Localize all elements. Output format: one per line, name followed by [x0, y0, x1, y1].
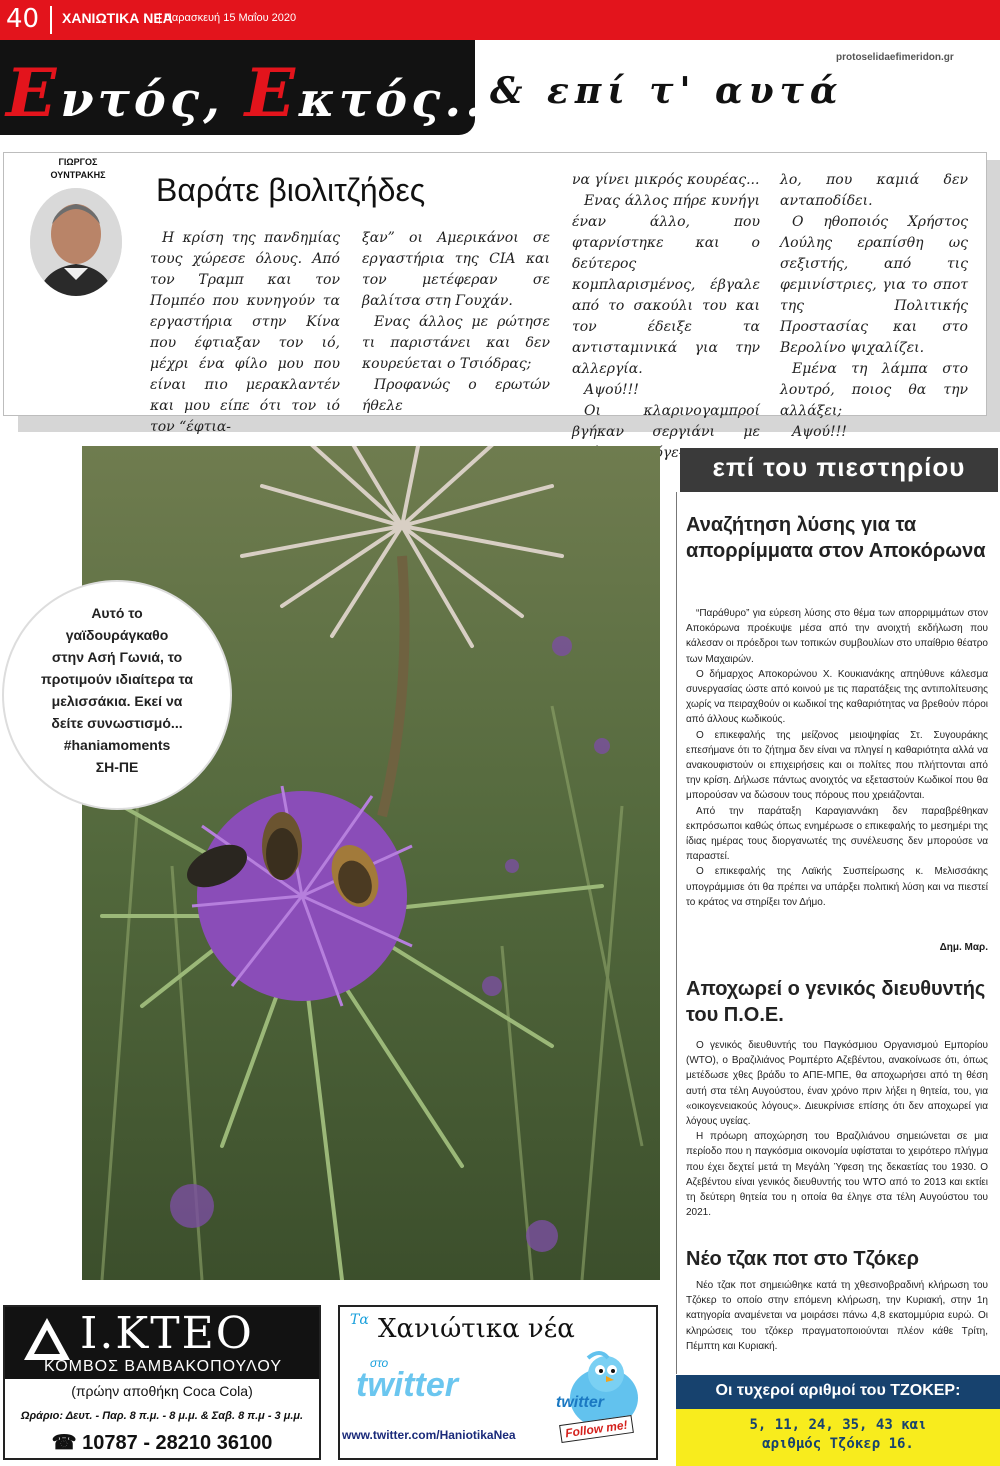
twitter-ad-sto: στο — [370, 1356, 389, 1370]
column-text-3 — [572, 170, 760, 464]
paper-name: ΧΑΝΙΩΤΙΚΑ ΝΕΑ — [62, 10, 173, 26]
article-body-waste — [686, 606, 988, 910]
twitter-ad-prefix: Τα — [350, 1312, 369, 1328]
kteo-former-location: (πρώην αποθήκη Coca Cola) — [71, 1383, 253, 1399]
author-photo — [30, 188, 122, 296]
column-paragraph: Αψού!!! — [792, 424, 847, 440]
twitter-bird-label: twitter — [556, 1394, 604, 1411]
thistle-photo — [82, 446, 660, 1280]
caption-line: δείτε συνωστισμό... — [51, 715, 183, 731]
section-title-initial-2: Ε — [244, 54, 299, 132]
column-text-2 — [362, 228, 550, 417]
thistle-bees-image — [82, 446, 660, 1280]
twitter-ad-paper-name: Χανιώτικα νέα — [378, 1314, 575, 1344]
column-paragraph: Οι κλαρινογαμπροί βγήκαν σεργιάνι με — [572, 403, 760, 440]
section-title — [6, 54, 507, 132]
caption-credit: ΣΗ-ΠΕ — [95, 759, 139, 775]
column-paragraph: λο, που καμιά δεν ανταποδίδει. — [780, 172, 968, 209]
section-title-word-1: ντός, — [60, 72, 245, 128]
article-paragraph: Ο δήμαρχος Αποκορώνου Χ. Κουκιανάκης απηύθυνε κάλεσμα συνεργασίας ώστε από κοινού με τις παρατάξεις της αντιπολίτευσης χωρίς να πειραχθούν οι κωδικοί της καθαριότητας να βρεθούν πόροι από άλλους κωδικούς. — [686, 668, 988, 726]
caption-line: Αυτό το — [91, 605, 143, 621]
column-paragraph: Αψού!!! — [584, 382, 639, 398]
section-title-initial-1: Ε — [6, 54, 61, 132]
caption-hashtag: #haniamoments — [63, 737, 171, 753]
column-paragraph: ξαν” οι Αμερικάνοι σε εργαστήρια της CIA και τον μετέφεραν σε βαλίτσα στη Γουχάν. — [362, 230, 550, 309]
joker-numbers-title: Οι τυχεροί αριθμοί του ΤΖΟΚΕΡ: — [715, 1382, 961, 1399]
column-divider — [676, 492, 677, 1374]
column-paragraph: Ο ηθοποιός Χρήστος Λούλης εραπίσθη ως σεξιστής, από τις φεμινίστριες, για το σποτ της Πολιτικής Προστασίας και στο Βερολίνο ψιχαλίζει. — [780, 214, 968, 356]
article-body-wto — [686, 1038, 988, 1220]
kteo-triangle-icon — [22, 1316, 72, 1362]
caption-line: στην Ασή Γωνιά, το — [51, 649, 183, 665]
column-paragraph: Εμένα τη λάμπα στο λουτρό, ποιος θα την αλλάξει; — [780, 361, 968, 419]
article-body-joker — [686, 1278, 988, 1354]
twitter-wordmark: twitter — [356, 1366, 458, 1404]
section-subtitle: & επί τ' αυτά — [490, 70, 844, 112]
column-text-1 — [150, 228, 340, 438]
photo-caption — [4, 602, 230, 778]
column-text-4 — [780, 170, 968, 443]
column-paragraph: Ενας άλλος πήρε κυνήγι έναν άλλο, που φταρνίστηκε και ο δεύτερος κομπλαρισμένος, έβγαλε από το σακούλι του και τον έδειξε τα αντισταμινικά για την αλλεργία. — [572, 193, 760, 377]
kteo-hours: Ωράριο: Δευτ. - Παρ. 8 π.μ. - 8 μ.μ. & Σαβ. 8 π.μ - 3 μ.μ. — [20, 1410, 304, 1422]
article-title-waste: Αναζήτηση λύσης για τα απορρίμματα στον Αποκόρωνα — [686, 514, 986, 562]
twitter-url: www.twitter.com/HaniotikaNea — [342, 1428, 516, 1442]
article-paragraph: Η πρόωρη αποχώρηση του Βραζιλιάνου σημειώνεται σε μια περίοδο που η παγκόσμια οικονομία υφίσταται το χειρότερο πλήγμα που έχει δεχτεί μετά τη Μεγάλη Ύφεση της δεκαετίας του 1930. Ο Αζεβέντου είναι γενικός διευθυντής του WTO από το 2013 και εκτίει τη δεύτερη θητεία του η οποία θα έληγε στα τέλη Αυγούστου του 2021. — [686, 1131, 988, 1219]
article-paragraph: Από την παράταξη Καραγιαννάκη δεν παραβρέθηκαν εκπρόσωποι καθώς όπως ενημέρωσε ο επικεφαλής το μεσημέρι της ίδιας ημέρας τους διοργανωτές της συνέλευσης δεν μπορούσε να παραστεί. — [686, 805, 988, 863]
top-bar-divider — [50, 6, 52, 34]
author-portrait-icon — [30, 188, 122, 296]
article-paragraph: “Παράθυρο” για εύρεση λύσης στο θέμα των απορριμμάτων στον Αποκόρωνα προέκυψε μέσα από την ανοιχτή εκδήλωση που κάλεσαν οι πρόεδροι των τοπικών συμβουλίων στο υπαίθριο θέατρο των Μαχαιρών. — [686, 608, 988, 665]
column-paragraph: Προφανώς ο ερωτών ήθελε — [362, 377, 550, 414]
kteo-name: Ι.ΚΤΕΟ — [80, 1308, 254, 1359]
issue-date: | Παρασκευή 15 Μαΐου 2020 — [158, 12, 297, 24]
column-title: Βαράτε βιολιτζήδες — [156, 172, 426, 208]
article-title-joker: Νέο τζακ ποτ στο Τζόκερ — [686, 1248, 919, 1270]
article-paragraph: Νέο τζακ ποτ σημειώθηκε κατά τη χθεσινοβραδινή κλήρωση του Τζόκερ το οποίο στην επόμενη κλήρωση, την Κυριακή, στην 1η κατηγορία αναμένεται να μοιράσει πάνω 4,8 εκατομμύρια ευρώ. Οι κληρώσεις του τζόκερ πραγματοποιούνται πλέον κάθε Τρίτη, Πέμπτη και Κυριακή. — [686, 1280, 988, 1352]
article-signature: Δημ. Μαρ. — [939, 942, 988, 953]
section-title-word-2: κτός... — [298, 72, 507, 128]
page-number: 40 — [6, 4, 40, 34]
kteo-location: ΚΟΜΒΟΣ ΒΑΜΒΑΚΟΠΟΥΛΟΥ — [44, 1358, 282, 1375]
article-paragraph: Ο επικεφαλής της Λαϊκής Συσπείρωσης κ. Μελισσάκης υπογράμμισε ότι θα πρέπει να υπάρξει πολιτική λύση και να πιεστεί το κράτος να στηρίξει τον Δήμο. — [686, 866, 988, 908]
follow-me-badge: Follow me! — [559, 1415, 633, 1443]
article-paragraph: Ο επικεφαλής της μείζονος μειοψηφίας Στ. Συγουράκης επεσήμανε ότι το ζήτημα δεν είναι να πληγεί η καθαριότητα αλλά να ανακουφιστούν οι επιχειρήσεις και οι πολίτες που πλήττονται από την κρίση. Δήλωσε πάντως ανοιχτός να εξεταστούν Κωδικοί που θα μπορούσαν να δώσουν τους πόρους που χρειάζονται. — [686, 729, 988, 802]
caption-line: προτιμούν ιδιαίτερα τα — [41, 671, 193, 687]
joker-numbers-line: 5, 11, 24, 35, 43 και — [749, 1417, 927, 1433]
article-title-wto: Αποχωρεί ο γενικός διευθυντής του Π.Ο.Ε. — [686, 978, 986, 1026]
kteo-phone: ☎ 10787 - 28210 36100 — [51, 1432, 273, 1454]
joker-numbers — [676, 1416, 1000, 1454]
joker-numbers-line: αριθμός Τζόκερ 16. — [762, 1436, 914, 1452]
article-paragraph: Ο γενικός διευθυντής του Παγκόσμιου Οργανισμού Εμπορίου (WTO), ο Βραζιλιάνος Ρομπέρτο Αζεβέντου, ανακοίνωσε ότι, όπως μετέδωσε χθες βράδυ το ΑΠΕ-ΜΠΕ, θα αποχωρήσει από τη θέση αυτή στα τέλη Αυγούστου, έναν χρόνο πριν λήξει η θητεία, του, για «οικογενειακούς λόγους». Διευκρίνισε επίσης ότι δεν αποχωρεί για λόγους υγείας. — [686, 1040, 988, 1128]
column-author: ΓΙΩΡΓΟΣ ΟΥΝΤΡΑΚΗΣ — [50, 157, 106, 180]
source-watermark: protoselidaefimeridon.gr — [836, 52, 954, 63]
caption-line: μελισσάκια. Εκεί να — [51, 693, 183, 709]
column-paragraph: Η κρίση της πανδημίας τους χώρεσε όλους. Από τον Τραμπ και τον Πομπέο που κυνηγούν τα εργαστήρια στην Κίνα που έφτιαξαν τον ιό, μέχρι ένα φίλο μου που είναι πιο μερακλαντέν και μου είπε ότι τον ιό τον “έφτια- — [150, 230, 340, 435]
press-section-title: επί του πιεστηρίου — [712, 452, 966, 482]
column-paragraph: να γίνει μικρός κουρέας... — [572, 172, 760, 188]
caption-line: γαϊδουράγκαθο — [65, 627, 169, 643]
column-paragraph: Ενας άλλος με ρώτησε τι παριστάνει και δεν κουρεύεται ο Τσιόδρας; — [362, 314, 550, 372]
